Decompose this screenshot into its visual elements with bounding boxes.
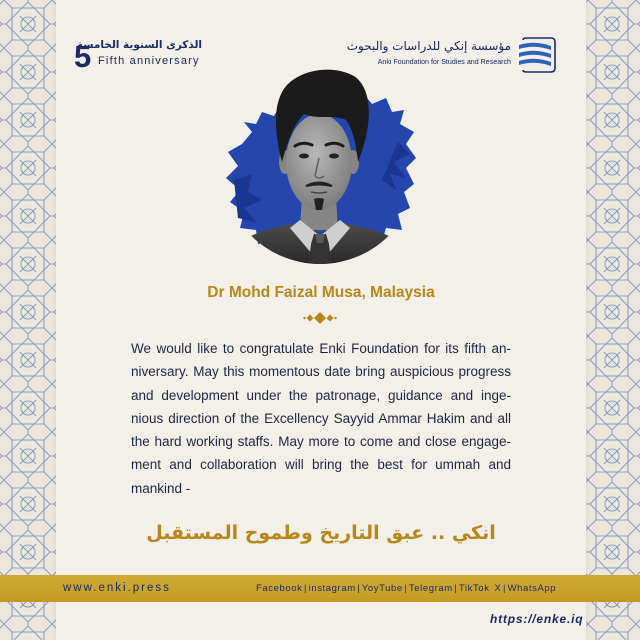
social-link-telegram[interactable]: Telegram [408,583,453,594]
arabic-tagline: انكي .. عبق التاريخ وطموح المستقبل [146,522,496,544]
islamic-pattern-right [586,0,640,640]
speaker-name: Dr Mohd Faizal Musa, Malaysia [207,284,435,301]
social-link-x[interactable]: X [494,583,502,594]
social-links [256,575,556,602]
message-line: niversary. May this momentous date bring auspicious progress [131,364,511,380]
anniversary-english-title: Fifth anniversary [98,55,200,67]
islamic-pattern-left [0,0,56,640]
anniversary-number: 5 [74,39,92,74]
diamond-ornament-icon [303,311,337,325]
portrait-photo [222,62,418,268]
social-separator: | [357,583,361,594]
social-link-whatsapp[interactable]: WhatsApp [507,583,557,594]
footer-bar [0,575,640,602]
anniversary-arabic-title: الذكرى السنوية الخامسة [76,39,202,51]
organization-name-english: Anki Foundation for Studies and Research [377,58,511,66]
social-link-instagram[interactable]: instagram [308,583,356,594]
site-url-link[interactable]: https://enke.iq [490,612,584,626]
social-separator: | [404,583,408,594]
social-link-facebook[interactable]: Facebook [256,583,303,594]
social-separator: | [502,583,507,594]
message-line: mankind - [131,480,191,496]
social-separator: | [304,583,308,594]
message-line: We would like to congratulate Enki Foundation for its fifth an- [131,341,511,356]
message-line: and development under the patronage, guidance and inge- [131,387,511,403]
social-link-tiktok[interactable]: TikTok [458,583,490,594]
congratulation-message [131,337,511,500]
website-link[interactable]: www.enki.press [63,582,171,594]
social-link-youtube[interactable]: YoyTube [361,583,403,594]
message-line: ment and collaboration will bring the best for ummah and [131,457,511,473]
social-separator: | [454,583,458,594]
message-line: the hard working staffs. May more to come and close engage- [131,434,511,450]
message-line: nious direction of the Excellency Sayyid Ammar Hakim and all [131,410,511,426]
organization-name-arabic: مؤسسة إنكي للدراسات والبحوث [346,39,511,53]
enki-logo-icon [517,37,557,73]
